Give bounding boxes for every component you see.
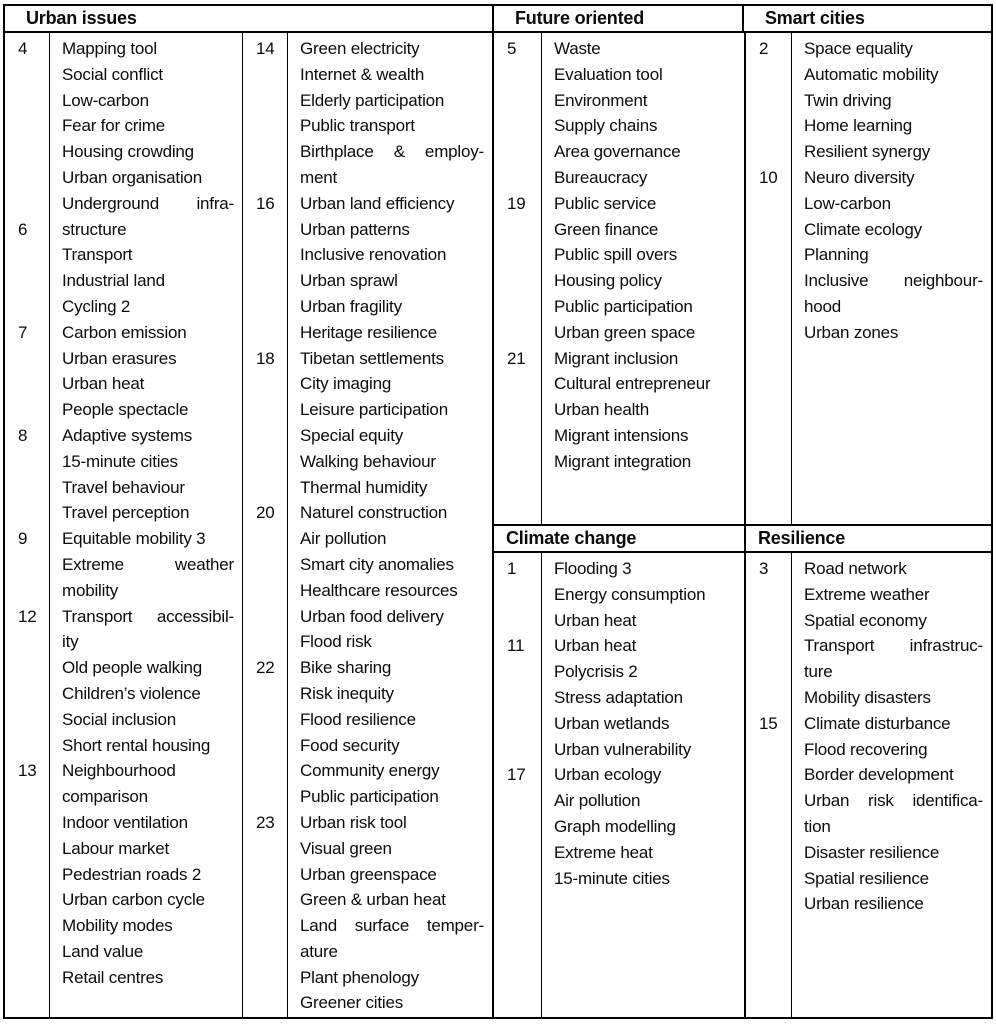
topic-line: Urban vulnerability <box>554 739 691 759</box>
topic-line: Urban risk identifica- <box>804 791 983 811</box>
topic-line: Internet & wealth <box>300 64 425 84</box>
cluster-number <box>243 423 287 449</box>
topic-line: Community energy <box>300 761 440 781</box>
cluster-number <box>494 814 541 840</box>
cluster-number <box>243 990 287 1016</box>
urban-issues-col2-numbers <box>242 33 287 1017</box>
cluster-number <box>243 62 287 88</box>
topic-line: Urban green space <box>554 322 696 342</box>
topic-line: Energy consumption <box>554 584 706 604</box>
topic-line: Bike sharing <box>300 658 392 678</box>
topic-line: Urban land efficiency <box>300 193 455 213</box>
topic-line: Green electricity <box>300 39 420 58</box>
topic-line: Equitable mobility 3 <box>62 529 206 549</box>
topic-line: Social inclusion <box>62 709 176 729</box>
topic-line: Transport <box>62 245 133 265</box>
cluster-number: 4 <box>18 39 28 58</box>
topic-line: Industrial land <box>62 271 165 291</box>
cluster-number <box>746 88 791 114</box>
cluster-number <box>494 685 541 711</box>
urban-issues-header: Urban issues <box>26 8 137 28</box>
cluster-number <box>5 784 49 810</box>
topic-line: Adaptive systems <box>62 425 193 445</box>
cluster-number: 6 <box>18 219 28 239</box>
cluster-number <box>243 784 287 810</box>
cluster-number <box>5 165 49 191</box>
topic-line: Planning <box>804 245 869 265</box>
topic-line: Greener cities <box>300 993 404 1013</box>
topic-line: Flood recovering <box>804 739 928 759</box>
topic-line: Land value <box>62 941 144 961</box>
topic-line: Home learning <box>804 116 912 136</box>
cluster-number <box>5 552 49 578</box>
cluster-number <box>5 113 49 139</box>
cluster-number <box>746 891 791 917</box>
cluster-number: 12 <box>18 606 37 626</box>
cluster-number <box>243 939 287 965</box>
smart-cities-topics <box>791 33 991 524</box>
cluster-number: 18 <box>256 348 275 368</box>
cluster-number <box>494 371 541 397</box>
topic-line: Migrant intensions <box>554 425 689 445</box>
cluster-number <box>494 423 541 449</box>
topic-line: Bureaucracy <box>554 167 648 187</box>
cluster-number <box>5 810 49 836</box>
cluster-number <box>243 113 287 139</box>
cluster-number: 11 <box>507 636 525 656</box>
cluster-number <box>746 217 791 243</box>
topic-line: Urban heat <box>554 610 637 630</box>
topic-line: Extreme heat <box>554 842 653 862</box>
cluster-number <box>494 659 541 685</box>
cluster-number <box>746 242 791 268</box>
topic-line: Walking behaviour <box>300 451 436 471</box>
topic-line: Transport accessibil- <box>62 606 234 626</box>
topic-line: People spectacle <box>62 400 189 420</box>
topic-line: Thermal humidity <box>300 477 428 497</box>
topic-line: Retail centres <box>62 967 164 987</box>
urban-issues-col1-numbers <box>5 33 49 1017</box>
cluster-number <box>243 862 287 888</box>
cluster-number <box>5 578 49 604</box>
cluster-number: 17 <box>507 765 526 785</box>
cluster-number <box>243 629 287 655</box>
topic-line: Urban ecology <box>554 765 662 785</box>
topic-line: Inclusive renovation <box>300 245 447 265</box>
topic-line: Urban resilience <box>804 894 924 914</box>
smart-cities-numbers <box>744 33 791 524</box>
topic-line: Urban patterns <box>300 219 410 239</box>
topic-line: 15-minute cities <box>554 868 670 888</box>
cluster-number <box>243 526 287 552</box>
cluster-number <box>5 681 49 707</box>
topic-line: Green & urban heat <box>300 890 446 910</box>
cluster-number <box>746 62 791 88</box>
topic-line: tion <box>804 816 831 836</box>
topic-line: Urban organisation <box>62 167 203 187</box>
cluster-number: 23 <box>256 812 275 832</box>
topic-line: Automatic mobility <box>804 64 939 84</box>
cluster-number <box>243 449 287 475</box>
right-half <box>492 33 991 1017</box>
topic-line: Resilient synergy <box>804 142 931 162</box>
topic-line: Climate ecology <box>804 219 922 239</box>
cluster-number <box>5 965 49 991</box>
topic-line: Social conflict <box>62 64 163 84</box>
topic-line: Smart city anomalies <box>300 554 454 574</box>
topic-line: Cultural entrepreneur <box>554 374 711 394</box>
resilience-numbers <box>744 553 791 1017</box>
topic-line: Migrant inclusion <box>554 348 679 368</box>
topic-line: structure <box>62 219 127 239</box>
topic-line: Mobility modes <box>62 916 173 936</box>
topic-line: Supply chains <box>554 116 658 136</box>
topic-line: Urban risk tool <box>300 812 407 832</box>
cluster-number <box>243 320 287 346</box>
topic-line: Urban heat <box>554 636 637 656</box>
future-and-smart-section <box>494 33 991 524</box>
topic-line: Special equity <box>300 425 404 445</box>
cluster-number <box>243 681 287 707</box>
cluster-number: 9 <box>18 529 28 549</box>
topic-line: Heritage resilience <box>300 322 437 342</box>
cluster-number <box>494 711 541 737</box>
topic-line: Twin driving <box>804 90 892 110</box>
topic-line: Travel perception <box>62 503 190 523</box>
cluster-number <box>5 242 49 268</box>
cluster-number <box>5 191 49 217</box>
cluster-number <box>746 139 791 165</box>
cluster-number <box>494 582 541 608</box>
cluster-number <box>243 707 287 733</box>
topic-line: Mapping tool <box>62 39 157 58</box>
topic-line: Urban zones <box>804 322 899 342</box>
topic-line: Visual green <box>300 838 392 858</box>
future-oriented-numbers <box>494 33 541 524</box>
cluster-number <box>243 733 287 759</box>
cluster-number <box>243 758 287 784</box>
topic-line: Urban greenspace <box>300 864 437 884</box>
cluster-number <box>746 737 791 763</box>
cluster-number <box>494 866 541 892</box>
climate-change-topics <box>541 553 744 1017</box>
topic-line: Children’s violence <box>62 683 201 703</box>
topic-line: comparison <box>62 787 148 807</box>
urban-issues-section <box>5 33 492 1017</box>
topic-line: Public service <box>554 193 657 213</box>
topic-line: Flood risk <box>300 632 372 652</box>
cluster-number: 21 <box>507 348 526 368</box>
cluster-number: 7 <box>18 322 28 342</box>
topic-line: Extreme weather <box>62 554 234 574</box>
topic-line: Tibetan settlements <box>300 348 444 368</box>
cluster-number <box>746 633 791 659</box>
resilience-header: Resilience <box>744 526 991 551</box>
topic-line: Urban food delivery <box>300 606 444 626</box>
topic-line: Waste <box>554 39 601 58</box>
cluster-number <box>494 737 541 763</box>
topic-line: Extreme weather <box>804 584 930 604</box>
mid-header-row <box>494 524 991 553</box>
cluster-number <box>494 397 541 423</box>
cluster-number <box>494 242 541 268</box>
cluster-number: 13 <box>18 761 37 781</box>
topic-line: Urban sprawl <box>300 271 398 291</box>
cluster-number <box>746 191 791 217</box>
cluster-number <box>494 139 541 165</box>
cluster-number <box>494 788 541 814</box>
cluster-number <box>746 320 791 346</box>
topic-line: Carbon emission <box>62 322 187 342</box>
cluster-number <box>243 294 287 320</box>
cluster-number <box>746 294 791 320</box>
cluster-number <box>5 371 49 397</box>
cluster-number <box>243 887 287 913</box>
cluster-number <box>494 294 541 320</box>
cluster-number: 10 <box>759 167 778 187</box>
cluster-number <box>746 762 791 788</box>
cluster-number <box>494 113 541 139</box>
topic-line: Urban carbon cycle <box>62 890 205 910</box>
cluster-number <box>5 733 49 759</box>
cluster-number <box>5 449 49 475</box>
cluster-number <box>5 655 49 681</box>
cluster-number <box>5 475 49 501</box>
topic-line: Inclusive neighbour- <box>804 271 983 291</box>
cluster-number: 22 <box>256 658 275 678</box>
cluster-number <box>746 113 791 139</box>
cluster-number <box>494 268 541 294</box>
cluster-number <box>5 913 49 939</box>
topic-line: Travel behaviour <box>62 477 185 497</box>
topic-line: Spatial economy <box>804 610 927 630</box>
cluster-number <box>746 814 791 840</box>
cluster-number: 3 <box>759 559 769 578</box>
topic-line: Short rental housing <box>62 735 211 755</box>
topic-line: mobility <box>62 580 119 600</box>
cluster-number <box>494 62 541 88</box>
cluster-number <box>5 294 49 320</box>
topic-line: Fear for crime <box>62 116 165 136</box>
cluster-number <box>243 475 287 501</box>
topic-line: Road network <box>804 559 907 578</box>
cluster-number: 14 <box>256 39 275 58</box>
topic-line: hood <box>804 296 842 316</box>
cluster-number <box>494 449 541 475</box>
topic-line: Migrant integration <box>554 451 691 471</box>
cluster-number <box>5 836 49 862</box>
cluster-number <box>243 139 287 165</box>
cluster-number: 5 <box>507 39 517 58</box>
cluster-number: 15 <box>759 713 778 733</box>
topic-line: Healthcare resources <box>300 580 458 600</box>
topic-line: Space equality <box>804 39 913 58</box>
climate-change-numbers <box>494 553 541 1017</box>
cluster-number <box>494 88 541 114</box>
cluster-number <box>5 62 49 88</box>
cluster-number <box>746 659 791 685</box>
cluster-number: 19 <box>507 193 526 213</box>
topic-line: Flood resilience <box>300 709 416 729</box>
topic-line: Labour market <box>62 838 170 858</box>
cluster-number <box>243 965 287 991</box>
future-oriented-topics <box>541 33 744 524</box>
cluster-number: 16 <box>256 193 275 213</box>
table-body <box>5 33 991 1017</box>
topic-line: Public transport <box>300 116 415 136</box>
cluster-number <box>746 685 791 711</box>
cluster-number <box>5 707 49 733</box>
cluster-number <box>243 371 287 397</box>
topic-line: Housing policy <box>554 271 662 291</box>
topic-line: Area governance <box>554 142 681 162</box>
topic-line: Neuro diversity <box>804 167 915 187</box>
topic-line: ature <box>300 941 338 961</box>
cluster-number <box>746 788 791 814</box>
topic-line: Urban health <box>554 400 649 420</box>
cluster-number <box>746 866 791 892</box>
cluster-number <box>5 939 49 965</box>
cluster-number <box>243 165 287 191</box>
topic-line: Indoor ventilation <box>62 812 188 832</box>
cluster-number <box>243 836 287 862</box>
cluster-number <box>243 604 287 630</box>
cluster-number <box>494 320 541 346</box>
topic-line: Land surface temper- <box>300 916 484 936</box>
cluster-number <box>5 268 49 294</box>
topic-line: Public spill overs <box>554 245 678 265</box>
topic-clusters-table <box>3 4 993 1019</box>
cluster-number <box>494 608 541 634</box>
urban-issues-col2-topics <box>287 33 492 1017</box>
topic-line: Transport infrastruc- <box>804 636 983 656</box>
topic-line: Stress adaptation <box>554 687 683 707</box>
topic-line: Polycrisis 2 <box>554 662 638 682</box>
cluster-number <box>243 552 287 578</box>
topic-line: City imaging <box>300 374 392 394</box>
smart-cities-header: Smart cities <box>742 6 991 31</box>
topic-line: Underground infra- <box>62 193 234 213</box>
topic-line: Environment <box>554 90 648 110</box>
cluster-number: 1 <box>507 559 517 578</box>
cluster-number <box>494 165 541 191</box>
topic-line: Plant phenology <box>300 967 419 987</box>
urban-issues-col1-topics <box>49 33 242 1017</box>
climate-and-resilience-section <box>494 553 991 1017</box>
topic-line: Pedestrian roads 2 <box>62 864 202 884</box>
topic-line: Housing crowding <box>62 142 194 162</box>
cluster-number <box>746 268 791 294</box>
cluster-number <box>494 217 541 243</box>
top-header-row <box>5 6 991 33</box>
topic-line: Leisure participation <box>300 400 448 420</box>
cluster-number <box>243 578 287 604</box>
topic-line: Low-carbon <box>804 193 891 213</box>
cluster-number <box>494 840 541 866</box>
topic-line: Urban heat <box>62 374 145 394</box>
cluster-number <box>243 397 287 423</box>
topic-line: ture <box>804 662 833 682</box>
topic-line: Evaluation tool <box>554 64 663 84</box>
cluster-number <box>243 268 287 294</box>
cluster-number: 8 <box>18 425 28 445</box>
cluster-number <box>5 139 49 165</box>
topic-line: Mobility disasters <box>804 687 931 707</box>
topic-line: Climate disturbance <box>804 713 951 733</box>
topic-line: Naturel construction <box>300 503 448 523</box>
topic-line: Air pollution <box>300 529 387 549</box>
cluster-number <box>243 242 287 268</box>
cluster-number: 2 <box>759 39 769 58</box>
topic-line: Risk inequity <box>300 683 394 703</box>
future-oriented-header: Future oriented <box>492 6 742 31</box>
topic-line: Border development <box>804 765 954 785</box>
cluster-number <box>5 397 49 423</box>
cluster-number <box>746 840 791 866</box>
topic-line: Green finance <box>554 219 659 239</box>
topic-line: Urban wetlands <box>554 713 670 733</box>
cluster-number <box>5 862 49 888</box>
topic-line: 15-minute cities <box>62 451 178 471</box>
topic-line: Elderly participation <box>300 90 445 110</box>
topic-line: ity <box>62 632 79 652</box>
cluster-number <box>5 88 49 114</box>
cluster-number <box>5 629 49 655</box>
topic-line: Low-carbon <box>62 90 149 110</box>
topic-line: Graph modelling <box>554 816 676 836</box>
topic-line: Cycling 2 <box>62 296 131 316</box>
topic-line: Urban erasures <box>62 348 177 368</box>
cluster-number <box>5 887 49 913</box>
resilience-topics <box>791 553 991 1017</box>
topic-line: Disaster resilience <box>804 842 940 862</box>
cluster-number <box>5 346 49 372</box>
topic-line: Public participation <box>300 787 439 807</box>
topic-line: Old people walking <box>62 658 203 678</box>
topic-line: Neighbourhood <box>62 761 176 781</box>
cluster-number <box>243 913 287 939</box>
topic-line: Birthplace & employ- <box>300 142 484 162</box>
topic-line: Urban fragility <box>300 296 402 316</box>
climate-change-header: Climate change <box>506 528 637 548</box>
cluster-number <box>746 608 791 634</box>
cluster-number: 20 <box>256 503 275 523</box>
topic-line: Spatial resilience <box>804 868 929 888</box>
cluster-number <box>5 500 49 526</box>
cluster-number <box>243 217 287 243</box>
topic-line: Air pollution <box>554 791 641 811</box>
topic-line: Flooding 3 <box>554 559 632 578</box>
topic-line: ment <box>300 167 337 187</box>
cluster-number <box>746 582 791 608</box>
topic-line: Public participation <box>554 296 693 316</box>
cluster-number <box>243 88 287 114</box>
topic-line: Food security <box>300 735 400 755</box>
